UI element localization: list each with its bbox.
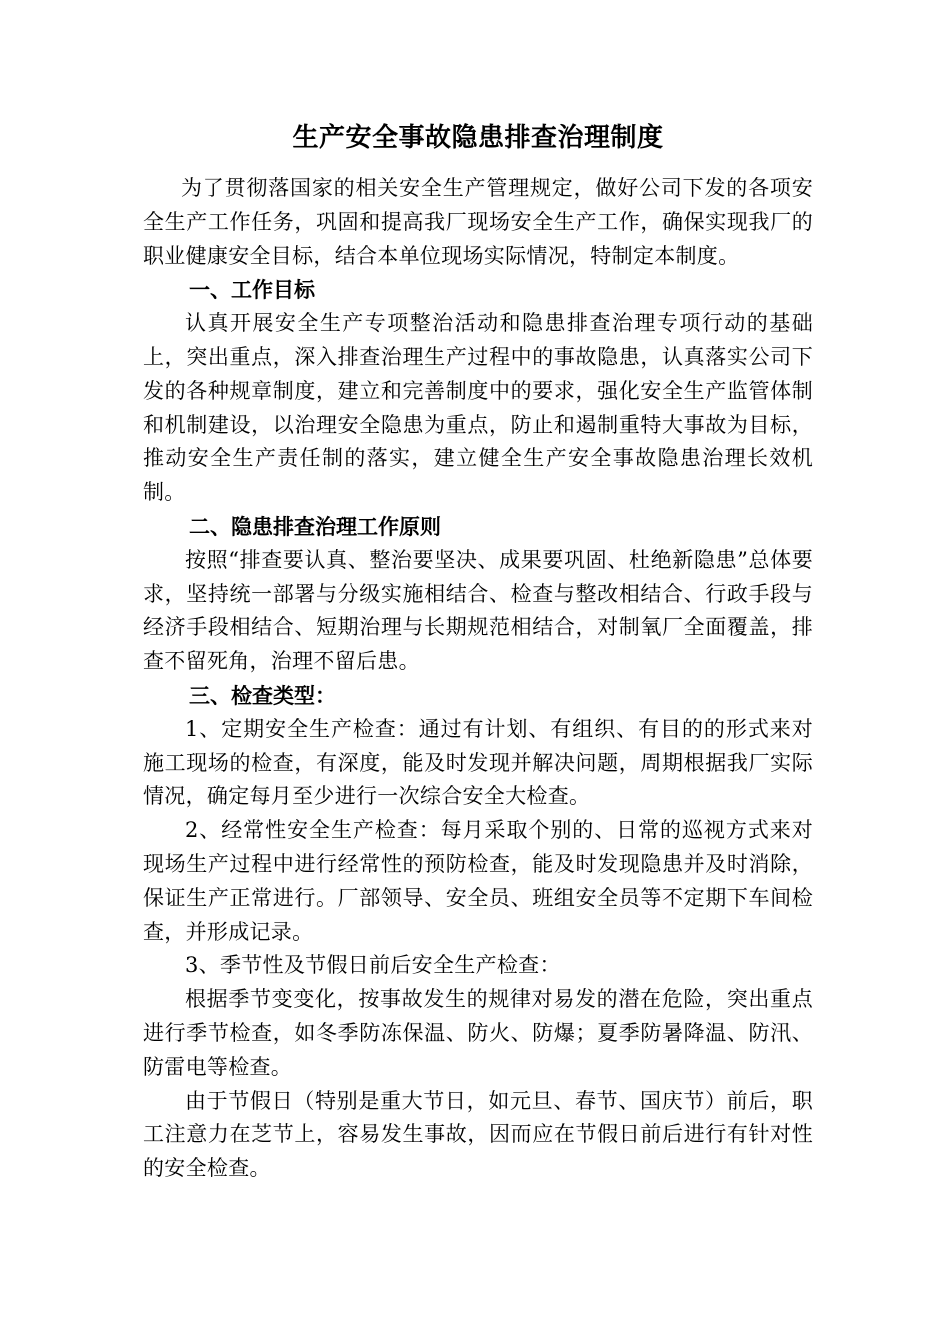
section-2-heading: 二、隐患排查治理工作原则 [189,513,441,539]
section-3-item-3: 3、季节性及节假日前后安全生产检查： [185,953,561,978]
title-spacer [143,164,813,172]
document-title: 生产安全事故隐患排查治理制度 [292,123,664,153]
section-1-body: 认真开展安全生产专项整治活动和隐患排查治理专项行动的基础上，突出重点，深入排查治理生产过程中的事故隐患，认真落实公司下发的各种规章制度，建立和完善制度中的要求，强化安全生产监管体制和机制建设，以治理安全隐患为重点，防止和遏制重特大事故为目标，推动安全生产责任制的落实，建立健全生产安全事故隐患治理长效机制。 [143,311,813,505]
section-3-heading: 三、检查类型： [189,682,336,708]
section-1-heading: 一、工作目标 [189,277,315,303]
section-3-item-2: 2、经常性安全生产检查：每月采取个别的、日常的巡视方式来对现场生产过程中进行经常性的预防检查，能及时发现隐患并及时消除，保证生产正常进行。厂部领导、安全员、班组安全员等不定期下车间检查，并形成记录。 [143,818,813,944]
document-page [143,112,813,1186]
section-3-item-1: 1、定期安全生产检查：通过有计划、有组织、有目的的形式来对施工现场的检查，有深度，能及时发现并解决问题，周期根据我厂实际情况，确定每月至少进行一次综合安全大检查。 [143,716,813,809]
intro-paragraph: 为了贯彻落国家的相关安全生产管理规定，做好公司下发的各项安全生产工作任务，巩固和提高我厂现场安全生产工作，确保实现我厂的职业健康安全目标，结合本单位现场实际情况，特制定本制度。 [143,176,813,268]
section-3-item-3-paragraph-2: 由于节假日（特别是重大节日，如元旦、春节、国庆节）前后，职工注意力在芝节上，容易发生事故，因而应在节假日前后进行有针对性的安全检查。 [143,1088,813,1181]
section-2-body: 按照“排查要认真、整治要坚决、成果要巩固、杜绝新隐患”总体要求，坚持统一部署与分级实施相结合、检查与整改相结合、行政手段与经济手段相结合、短期治理与长期规范相结合，对制氧厂全面覆盖，排查不留死角，治理不留后患。 [143,547,813,674]
section-3-item-3-paragraph-1: 根据季节变变化，按事故发生的规律对易发的潜在危险，突出重点进行季节检查，如冬季防冻保温、防火、防爆；夏季防暑降温、防汛、防雷电等检查。 [143,987,813,1079]
